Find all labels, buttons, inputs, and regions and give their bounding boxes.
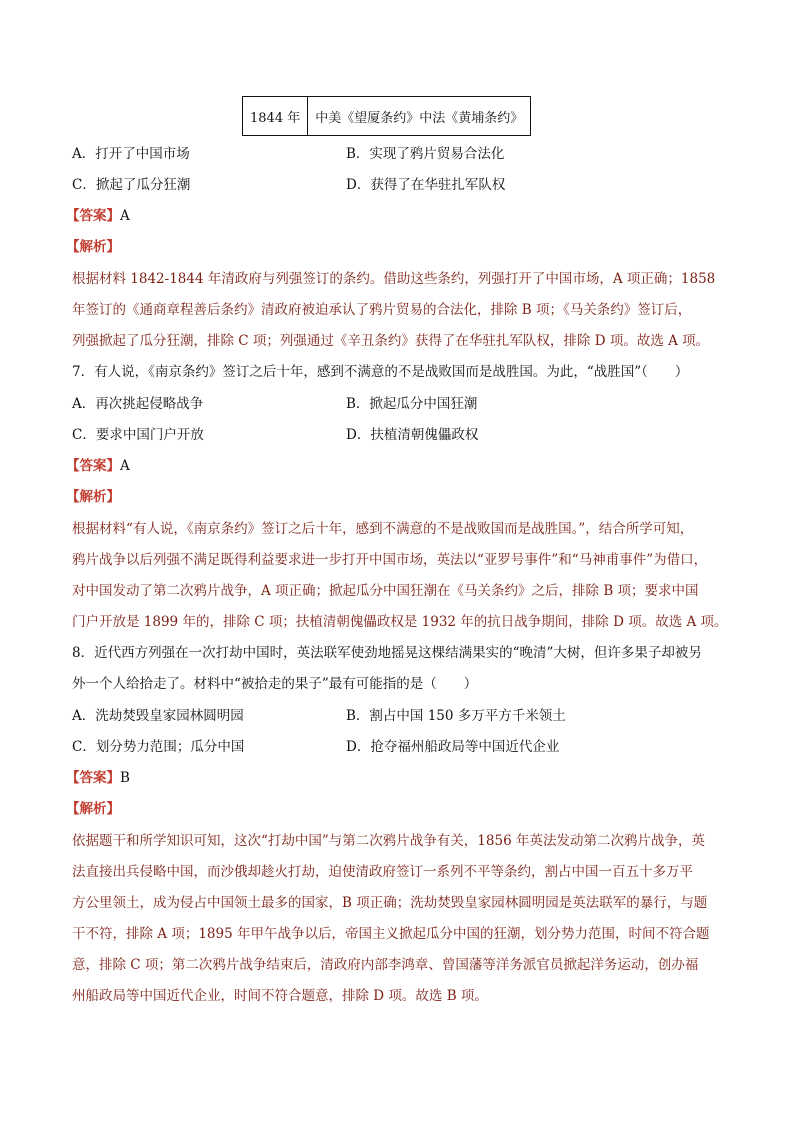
- q8-option-c: C．划分势力范围；瓜分中国: [72, 739, 245, 755]
- q8-option-b: B．割占中国 150 多万平方千米领土: [346, 708, 566, 724]
- q6-option-d: D．获得了在华驻扎军队权: [346, 177, 506, 193]
- q7-analysis-line-4: 门户开放是 1899 年的，排除 C 项；扶植清朝傀儡政权是 1932 年的抗日战争期间，排除 D 项。故选 A 项。: [72, 614, 728, 630]
- q8-question: [72, 638, 730, 700]
- q6-answer-label: 【答案】: [66, 208, 120, 224]
- q7-option-d: D．扶植清朝傀儡政权: [346, 427, 479, 443]
- q8-analysis-line-3: 方公里领土，成为侵占中国领土最多的国家，B 项正确；洗劫焚毁皇家园林圆明园是英法联军的暴行，与题: [72, 895, 708, 911]
- q8-analysis-label: 【解析】: [66, 801, 120, 817]
- q8-analysis-line-2: 法直接出兵侵略中国，而沙俄却趁火打劫，迫使清政府签订一系列不平等条约，割占中国一百五十多万平: [72, 864, 693, 880]
- material-year: 1844 年: [243, 97, 308, 136]
- q8-analysis: [72, 826, 730, 1012]
- q7-analysis-line-2: 鸦片战争以后列强不满足既得利益要求进一步打开中国市场，英法以“亚罗号事件”和“马神甫事件”为借口，: [72, 552, 708, 568]
- q8-analysis-line-6: 州船政局等中国近代企业，时间不符合题意，排除 D 项。故选 B 项。: [72, 988, 488, 1004]
- q7-analysis-label: 【解析】: [66, 489, 120, 505]
- q7-analysis-line-3: 对中国发动了第二次鸦片战争，A 项正确；掀起瓜分中国狂潮在《马关条约》之后，排除 B 项；要求中国: [72, 583, 699, 599]
- q7-option-b: B．掀起瓜分中国狂潮: [346, 396, 478, 412]
- q7-option-a: A．再次挑起侵略战争: [72, 396, 204, 412]
- q8-question-line-1: 8．近代西方列强在一次打劫中国时，英法联军使劲地摇晃这棵结满果实的“晚清”大树，但许多果子却被另: [72, 645, 702, 661]
- q6-option-c: C．掀起了瓜分狂潮: [72, 177, 191, 193]
- q7-answer-value: A: [120, 458, 130, 474]
- q8-analysis-line-1: 依据题干和所学知识可知，这次“打劫中国”与第二次鸦片战争有关，1856 年英法发动第二次鸦片战争，英: [72, 833, 705, 849]
- q8-analysis-line-4: 干不符，排除 A 项；1895 年甲午战争以后，帝国主义掀起瓜分中国的狂潮，划分势力范围，时间不符合题: [72, 926, 710, 942]
- q7-analysis-line-1: 根据材料“有人说，《南京条约》签订之后十年，感到不满意的不是战败国而是战胜国。”，结合所学可知，: [72, 521, 694, 537]
- material-content: 中美《望厦条约》中法《黄埔条约》: [308, 97, 531, 136]
- q8-option-a: A．洗劫焚毁皇家园林圆明园: [72, 708, 244, 724]
- q8-answer-value: B: [120, 770, 130, 786]
- material-row: [243, 97, 531, 136]
- q6-answer: [66, 207, 130, 225]
- q6-analysis-line-1: 根据材料 1842-1844 年清政府与列强签订的条约。借助这些条约，列强打开了中国市场，A 项正确；1858: [72, 271, 716, 287]
- q7-question: [72, 357, 730, 388]
- q7-question-line-1: 7．有人说，《南京条约》签订之后十年，感到不满意的不是战败国而是战胜国。为此，“战胜国”（ ）: [72, 364, 689, 380]
- q6-analysis-label: 【解析】: [66, 239, 120, 255]
- q7-answer: [66, 457, 130, 475]
- q8-answer-label: 【答案】: [66, 770, 120, 786]
- q6-option-a: A．打开了中国市场: [72, 146, 190, 162]
- q6-answer-value: A: [120, 208, 130, 224]
- q8-answer: [66, 769, 130, 787]
- q8-analysis-line-5: 意，排除 C 项；第二次鸦片战争结束后，清政府内部李鸿章、曾国藩等洋务派官员掀起洋务运动，创办福: [72, 957, 699, 973]
- q6-analysis-line-2: 年签订的《通商章程善后条约》清政府被迫承认了鸦片贸易的合法化，排除 B 项；《马关条约》签订后，: [72, 302, 692, 318]
- material-table: [242, 96, 531, 136]
- q8-option-d: D．抢夺福州船政局等中国近代企业: [346, 739, 560, 755]
- q6-analysis-line-3: 列强掀起了瓜分狂潮，排除 C 项；列强通过《辛丑条约》获得了在华驻扎军队权，排除 D 项。故选 A 项。: [72, 333, 710, 349]
- q6-analysis: [72, 264, 730, 357]
- q7-option-c: C．要求中国门户开放: [72, 427, 204, 443]
- q7-answer-label: 【答案】: [66, 458, 120, 474]
- q7-analysis: [72, 514, 730, 638]
- q6-option-b: B．实现了鸦片贸易合法化: [346, 146, 505, 162]
- q8-question-line-2: 外一个人给拾走了。材料中“被拾走的果子”最有可能指的是（ ）: [72, 676, 478, 692]
